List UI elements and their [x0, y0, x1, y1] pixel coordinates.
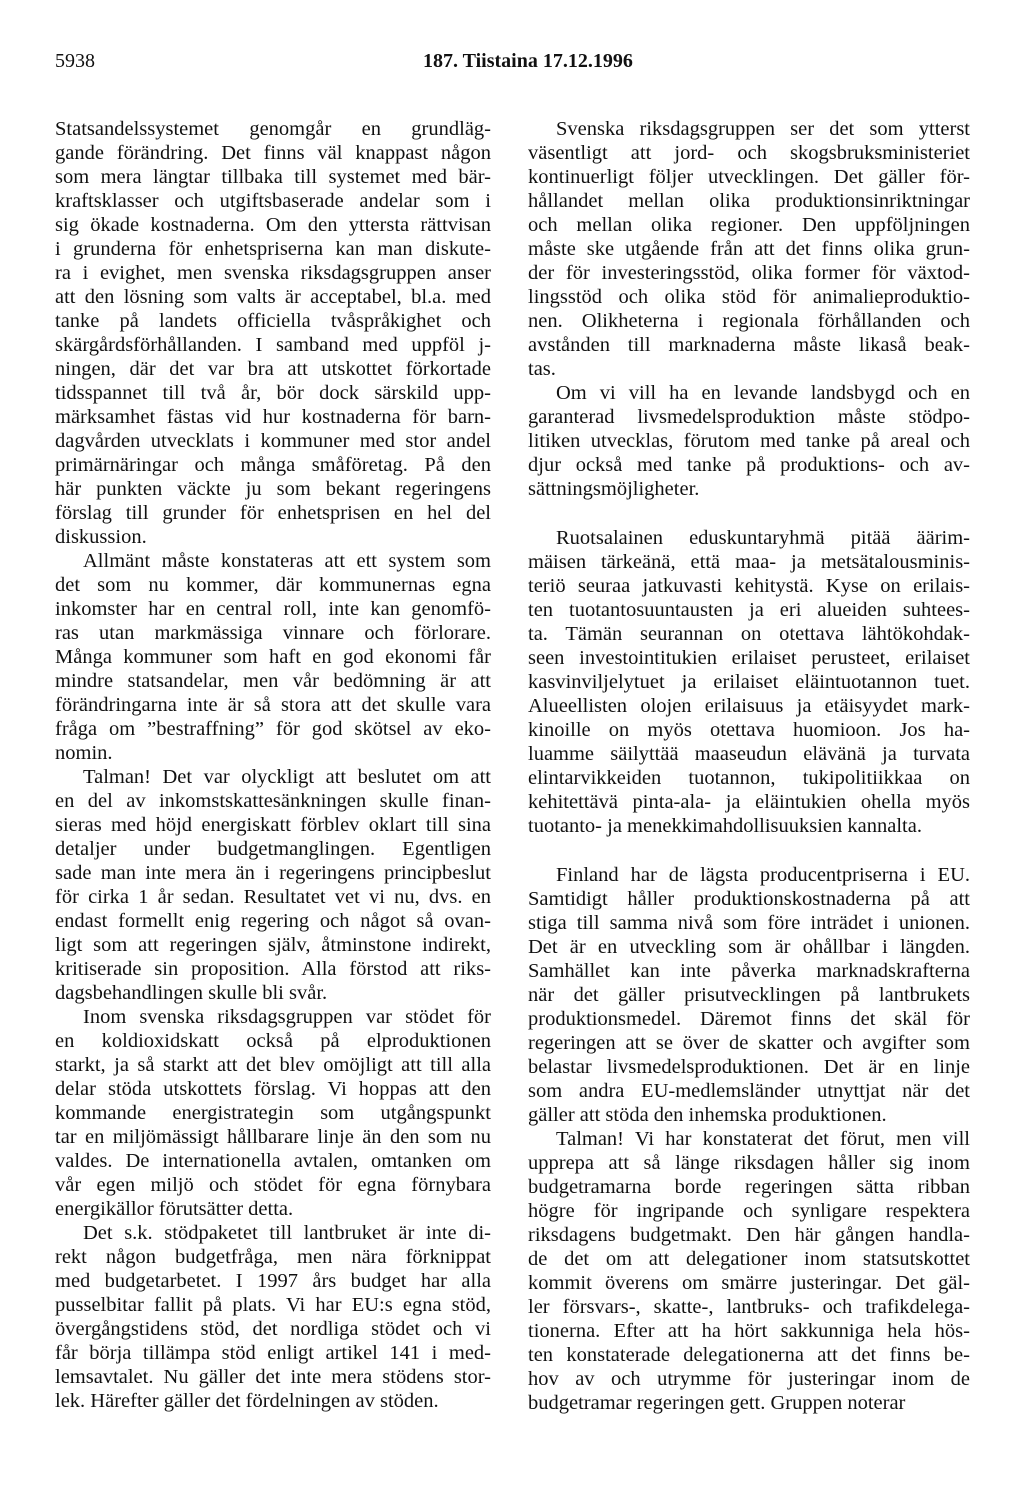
text-line: starkt, ja så starkt att det blev omöjligt att till alla	[55, 1054, 491, 1076]
text-line: detaljer under budgetmanglingen. Egentligen	[55, 838, 491, 860]
paragraph	[528, 1127, 970, 1415]
page-header	[55, 50, 975, 80]
text-line: att den lösning som valts är acceptabel, bl.a. med	[55, 286, 491, 308]
text-line: vår egen miljö och stödet för egna förnybara	[55, 1174, 491, 1196]
text-line: dagvården utvecklats i kommuner med stor andel	[55, 430, 491, 452]
paragraph	[55, 765, 491, 1005]
text-line: belastar livsmedelsproduktionen. Det är en linje	[528, 1056, 970, 1078]
text-line: tas.	[528, 358, 556, 380]
paragraph	[528, 117, 970, 381]
text-line: ra i evighet, men svenska riksdagsgruppen anser	[55, 262, 491, 284]
text-line: tanke på landets officiella tvåspråkighet och	[55, 310, 491, 332]
text-line: Samtidigt håller produktionskostnaderna på att	[528, 888, 970, 910]
text-line: Talman! Vi har konstaterat det förut, men vill	[556, 1128, 970, 1150]
text-line: ras utan markmässiga vinnare och förlorare.	[55, 622, 491, 644]
text-line: kommande energistrategin som utgångspunkt	[55, 1102, 491, 1124]
text-line: djur också med tanke på produktions- och av-	[528, 454, 970, 476]
text-line: Alueellisten olojen erilaisuus ja etäisyydet mark-	[528, 695, 970, 717]
text-line: skärgårdsförhållanden. I samband med uppföl j-	[55, 334, 491, 356]
text-line: det som nu kommer, där kommunernas egna	[55, 574, 491, 596]
text-line: budgetramarna borde regeringen sätta ribban	[528, 1176, 970, 1198]
text-line: ta. Tämän seurannan on otettava lähtökohdak-	[528, 623, 970, 645]
text-line: en koldioxidskatt också på elproduktionen	[55, 1030, 491, 1052]
left-column	[55, 117, 491, 1413]
text-line: sig ökade kostnaderna. Om den yttersta rättvisan	[55, 214, 491, 236]
text-line: lingsstöd och olika stöd för animalieproduktio-	[528, 286, 970, 308]
text-line: energikällor förutsätter detta.	[55, 1198, 294, 1220]
paragraph	[55, 1005, 491, 1221]
text-line: nen. Olikheterna i regionala förhållanden och	[528, 310, 970, 332]
text-line: stiga till samma nivå som före inträdet i unionen.	[528, 912, 970, 934]
text-line: endast formellt enig regering och något så ovan-	[55, 910, 491, 932]
paragraph	[528, 863, 970, 1127]
right-column	[528, 117, 970, 1415]
text-line: seen investointitukien erilaiset perusteet, erilaiset	[528, 647, 970, 669]
text-line: de det om att delegationer inom statsutskottet	[528, 1248, 970, 1270]
text-line: der för investeringsstöd, olika former för växtod-	[528, 262, 970, 284]
text-line: i grunderna för enhetspriserna kan man diskute-	[55, 238, 491, 260]
text-line: nomin.	[55, 742, 113, 764]
text-line: regeringen att se över de skatter och avgifter som	[528, 1032, 970, 1054]
text-line: tionerna. Efter att ha hört sakkunniga hela hös-	[528, 1320, 970, 1342]
text-line: litiken utvecklas, förutom med tanke på areal och	[528, 430, 970, 452]
text-line: väsentligt att jord- och skogsbruksministeriet	[528, 142, 970, 164]
text-line: som andra EU-medlemsländer utnyttjat när det	[528, 1080, 970, 1102]
text-line: fråga om ”bestraffning” för god skötsel av eko-	[55, 718, 491, 740]
text-line: förslag till grunder för enhetsprisen en hel del	[55, 502, 491, 524]
text-line: Inom svenska riksdagsgruppen var stödet för	[83, 1006, 491, 1028]
text-line: kehitettävä pinta-ala- ja eläintukien ohella myös	[528, 791, 970, 813]
text-line: inkomster har en central roll, inte kan genomfö-	[55, 598, 491, 620]
page-number: 5938	[55, 50, 95, 72]
text-line: högre för ingripande och synligare respektera	[528, 1200, 970, 1222]
text-line: mindre statsandelar, men vår bedömning är att	[55, 670, 491, 692]
text-line: sättningsmöjligheter.	[528, 478, 700, 500]
text-line: teriö seuraa jatkuvasti kehitystä. Kyse on erilais-	[528, 575, 970, 597]
text-line: Svenska riksdagsgruppen ser det som ytterst	[556, 118, 970, 140]
text-line: sieras med höjd energiskatt förblev oklart till sina	[55, 814, 491, 836]
text-line: ten tuotantosuuntausten ja eri alueiden suhtees-	[528, 599, 970, 621]
text-line: luamme säilyttää maaseudun elävänä ja turvata	[528, 743, 970, 765]
text-line: märksamhet fästas vid hur kostnaderna för barn-	[55, 406, 491, 428]
text-line: gäller att stöda den inhemska produktionen.	[528, 1104, 887, 1126]
paragraph	[55, 1221, 491, 1413]
text-line: budgetramar regeringen gett. Gruppen noterar	[528, 1392, 906, 1414]
text-line: avstånden till marknaderna måste likaså beak-	[528, 334, 970, 356]
text-line: övergångstidens stöd, det nordliga stödet och vi	[55, 1318, 491, 1340]
text-line: ler försvars-, skatte-, lantbruks- och trafikdelega-	[528, 1296, 970, 1318]
text-line: här punkten väckte ju som bekant regeringens	[55, 478, 491, 500]
text-line: gande förändring. Det finns väl knappast någon	[55, 142, 491, 164]
text-line: och mellan olika regioner. Den uppföljningen	[528, 214, 970, 236]
text-line: garanterad livsmedelsproduktion måste stödpo-	[528, 406, 970, 428]
text-line: primärnäringar och många småföretag. På den	[55, 454, 491, 476]
text-line: Det s.k. stödpaketet till lantbruket är inte di-	[83, 1222, 491, 1244]
text-line: kraftsklasser och utgiftsbaserade andelar som i	[55, 190, 491, 212]
paragraph	[55, 549, 491, 765]
text-line: rekt någon budgetfråga, men nära förknippat	[55, 1246, 491, 1268]
text-line: ten konstaterade delegationerna att det finns be-	[528, 1344, 970, 1366]
text-line: valdes. De internationella avtalen, omtanken om	[55, 1150, 491, 1172]
text-line: för cirka 1 år sedan. Resultatet vet vi nu, dvs. en	[55, 886, 491, 908]
text-line: ningen, där det var bra att utskottet förkortade	[55, 358, 491, 380]
paragraph	[528, 381, 970, 501]
text-line: förändringarna inte är så stora att det skulle vara	[55, 694, 491, 716]
text-line: elintarvikkeiden tuotannon, tukipolitiikkaa on	[528, 767, 970, 789]
text-line: hållandet mellan olika produktionsinriktningar	[528, 190, 970, 212]
text-line: delar stöda utskottets förslag. Vi hoppas att den	[55, 1078, 491, 1100]
paragraph	[55, 117, 491, 549]
paragraph	[528, 526, 970, 838]
text-line: kinoille on myös otettava huomioon. Jos ha-	[528, 719, 970, 741]
text-line: upprepa att så länge riksdagen håller sig inom	[528, 1152, 970, 1174]
text-line: Det är en utveckling som är ohållbar i längden.	[528, 936, 970, 958]
text-line: sade man inte mera än i regeringens principbeslut	[55, 862, 491, 884]
text-line: produktionsmedel. Däremot finns det skäl för	[528, 1008, 970, 1030]
text-line: Samhället kan inte påverka marknadskrafterna	[528, 960, 970, 982]
text-line: diskussion.	[55, 526, 147, 548]
paragraph-gap	[528, 501, 970, 526]
text-line: hov av och utrymme för justeringar inom de	[528, 1368, 970, 1390]
text-line: dagsbehandlingen skulle bli svår.	[55, 982, 328, 1004]
text-line: pusselbitar fallit på plats. Vi har EU:s egna stöd,	[55, 1294, 491, 1316]
text-line: tar en miljömässigt hållbarare linje än den som nu	[55, 1126, 491, 1148]
text-line: lemsavtalet. Nu gäller det inte mera stödens stor-	[55, 1366, 491, 1388]
text-line: kritiserade sin proposition. Alla förstod att riks-	[55, 958, 491, 980]
text-line: Statsandelssystemet genomgår en grundläg-	[55, 118, 491, 140]
text-line: tuotanto- ja menekkimahdollisuuksien kannalta.	[528, 815, 922, 837]
text-line: riksdagens budgetmakt. Den här gången handla-	[528, 1224, 970, 1246]
text-line: Om vi vill ha en levande landsbygd och en	[556, 382, 970, 404]
text-line: en del av inkomstskattesänkningen skulle finan-	[55, 790, 491, 812]
text-line: Talman! Det var olyckligt att beslutet om att	[83, 766, 491, 788]
text-line: kasvinviljelytuet ja erilaiset eläintuotannon tuet.	[528, 671, 970, 693]
text-line: ligt som att regeringen själv, åtminstone indirekt,	[55, 934, 491, 956]
text-line: kommit överens om smärre justeringar. Det gäl-	[528, 1272, 970, 1294]
text-line: kontinuerligt följer utvecklingen. Det gäller för-	[528, 166, 970, 188]
text-line: mäisen tärkeänä, että maa- ja metsätalousminis-	[528, 551, 970, 573]
text-line: tidsspannet till två år, bör dock särskild upp-	[55, 382, 491, 404]
text-line: Många kommuner som haft en god ekonomi får	[55, 646, 491, 668]
text-line: Finland har de lägsta producentpriserna i EU.	[556, 864, 970, 886]
session-title: 187. Tiistaina 17.12.1996	[423, 50, 633, 72]
text-line: Allmänt måste konstateras att ett system som	[83, 550, 491, 572]
text-line: med budgetarbetet. I 1997 års budget har alla	[55, 1270, 491, 1292]
text-line: får börja tillämpa stöd enligt artikel 141 i med-	[55, 1342, 491, 1364]
paragraph-gap	[528, 838, 970, 863]
text-line: som mera längtar tillbaka till systemet med bär-	[55, 166, 491, 188]
text-line: när det gäller prisutvecklingen på lantbrukets	[528, 984, 970, 1006]
text-line: Ruotsalainen eduskuntaryhmä pitää äärim-	[556, 527, 970, 549]
text-line: måste ske utgående från att det finns olika grun-	[528, 238, 970, 260]
text-line: lek. Härefter gäller det fördelningen av stöden.	[55, 1390, 439, 1412]
